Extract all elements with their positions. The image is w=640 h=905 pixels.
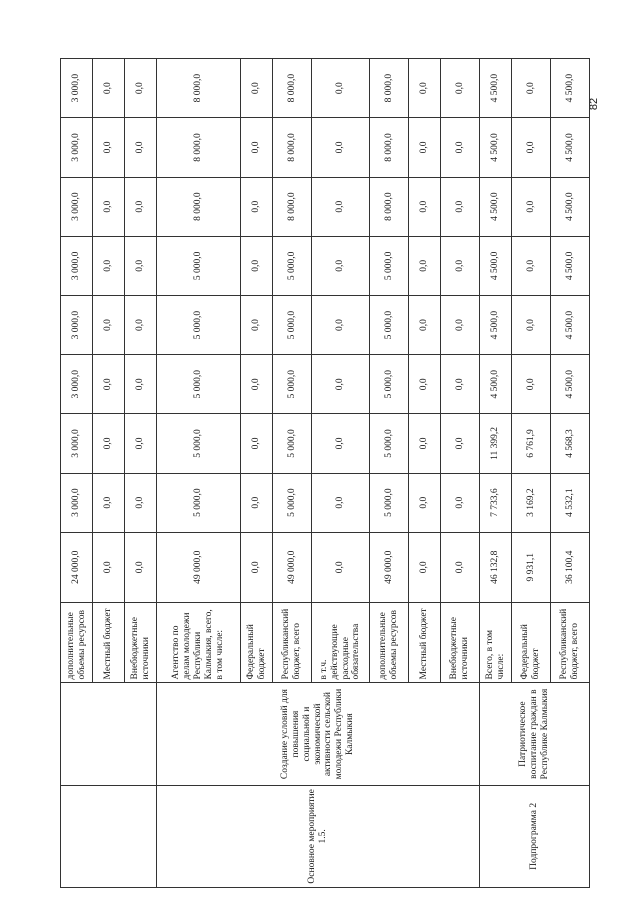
year-value: 8 000,0 — [370, 177, 409, 236]
year-value: 0,0 — [93, 177, 125, 236]
total-value: 0,0 — [125, 532, 157, 602]
year-value: 0,0 — [125, 177, 157, 236]
year-value: 8 000,0 — [370, 59, 409, 118]
year-value: 0,0 — [512, 355, 551, 414]
source-label: дополнительные объемы ресурсов — [61, 602, 93, 683]
table-row — [157, 59, 241, 888]
year-value: 8 000,0 — [157, 59, 241, 118]
year-value: 0,0 — [241, 295, 273, 354]
table-row — [480, 59, 512, 888]
year-value: 0,0 — [312, 414, 370, 473]
year-value: 0,0 — [312, 355, 370, 414]
year-value: 0,0 — [312, 118, 370, 177]
event-description-cell — [61, 683, 157, 785]
year-value: 0,0 — [125, 473, 157, 532]
total-value: 0,0 — [409, 532, 441, 602]
source-label: Местный бюджет — [409, 602, 441, 683]
source-label: Внебюджетные источники — [441, 602, 480, 683]
year-value: 8 000,0 — [370, 118, 409, 177]
year-value: 0,0 — [241, 355, 273, 414]
year-value: 3 000,0 — [61, 414, 93, 473]
year-value: 0,0 — [409, 414, 441, 473]
year-value: 8 000,0 — [273, 118, 312, 177]
year-value: 5 000,0 — [157, 236, 241, 295]
year-value: 4 500,0 — [551, 118, 590, 177]
total-value: 0,0 — [312, 532, 370, 602]
year-value: 0,0 — [441, 59, 480, 118]
total-value: 49 000,0 — [370, 532, 409, 602]
year-value: 0,0 — [441, 177, 480, 236]
source-label: Всего, в том числе: — [480, 602, 512, 683]
year-value: 4 500,0 — [551, 177, 590, 236]
year-value: 5 000,0 — [370, 295, 409, 354]
total-value: 0,0 — [241, 532, 273, 602]
total-value: 9 931,1 — [512, 532, 551, 602]
year-value: 5 000,0 — [273, 414, 312, 473]
year-value: 4 500,0 — [551, 295, 590, 354]
year-value: 0,0 — [125, 59, 157, 118]
year-value: 0,0 — [512, 177, 551, 236]
year-value: 0,0 — [512, 59, 551, 118]
year-value: 0,0 — [512, 295, 551, 354]
source-label: дополнительные объемы ресурсов — [370, 602, 409, 683]
year-value: 4 500,0 — [480, 177, 512, 236]
year-value: 4 500,0 — [480, 236, 512, 295]
year-value: 4 532,1 — [551, 473, 590, 532]
page-number: 82 — [588, 97, 601, 111]
event-cell: Основное мероприятие 1.5. — [157, 785, 480, 887]
year-value: 0,0 — [125, 118, 157, 177]
year-value: 0,0 — [125, 355, 157, 414]
event-description-cell: Создание условий для повышения социальной и экономической активности сельской молодежи Республики Калмыкия — [157, 683, 480, 785]
year-value: 3 000,0 — [61, 177, 93, 236]
year-value: 0,0 — [241, 414, 273, 473]
year-value: 11 399,2 — [480, 414, 512, 473]
year-value: 0,0 — [93, 59, 125, 118]
year-value: 0,0 — [312, 295, 370, 354]
year-value: 5 000,0 — [273, 295, 312, 354]
year-value: 0,0 — [241, 473, 273, 532]
total-value: 0,0 — [441, 532, 480, 602]
year-value: 6 761,9 — [512, 414, 551, 473]
year-value: 0,0 — [409, 177, 441, 236]
year-value: 0,0 — [512, 236, 551, 295]
subprogram-description-cell: Патриотическое воспитание граждан в Республике Калмыкия — [480, 683, 590, 785]
year-value: 0,0 — [441, 473, 480, 532]
year-value: 0,0 — [93, 473, 125, 532]
year-value: 5 000,0 — [273, 355, 312, 414]
year-value: 4 500,0 — [551, 355, 590, 414]
year-value: 0,0 — [241, 59, 273, 118]
source-label: Республиканский бюджет, всего — [273, 602, 312, 683]
year-value: 4 500,0 — [480, 295, 512, 354]
year-value: 3 000,0 — [61, 236, 93, 295]
year-value: 0,0 — [312, 473, 370, 532]
year-value: 0,0 — [125, 414, 157, 473]
year-value: 4 500,0 — [551, 236, 590, 295]
year-value: 0,0 — [93, 414, 125, 473]
year-value: 0,0 — [441, 355, 480, 414]
year-value: 5 000,0 — [370, 414, 409, 473]
year-value: 5 000,0 — [370, 355, 409, 414]
year-value: 0,0 — [409, 59, 441, 118]
event-cell — [61, 785, 157, 887]
funding-table — [60, 58, 590, 888]
source-label: Республиканский бюджет, всего — [551, 602, 590, 683]
year-value: 0,0 — [441, 295, 480, 354]
year-value: 0,0 — [312, 59, 370, 118]
year-value: 8 000,0 — [157, 118, 241, 177]
year-value: 0,0 — [409, 473, 441, 532]
year-value: 0,0 — [409, 118, 441, 177]
total-value: 49 000,0 — [157, 532, 241, 602]
year-value: 8 000,0 — [157, 177, 241, 236]
source-label: Агентство по делам молодежи Республики Калмыкия, всего, в том числе: — [157, 602, 241, 683]
source-label: в т.ч. действующие расходные обязательства — [312, 602, 370, 683]
year-value: 3 000,0 — [61, 473, 93, 532]
year-value: 5 000,0 — [157, 414, 241, 473]
year-value: 3 000,0 — [61, 295, 93, 354]
year-value: 0,0 — [241, 118, 273, 177]
year-value: 0,0 — [125, 295, 157, 354]
year-value: 4 500,0 — [480, 59, 512, 118]
year-value: 0,0 — [441, 236, 480, 295]
year-value: 0,0 — [441, 414, 480, 473]
year-value: 0,0 — [93, 236, 125, 295]
total-value: 24 000,0 — [61, 532, 93, 602]
year-value: 0,0 — [441, 118, 480, 177]
year-value: 0,0 — [312, 236, 370, 295]
year-value: 4 568,3 — [551, 414, 590, 473]
year-value: 0,0 — [93, 295, 125, 354]
year-value: 3 000,0 — [61, 355, 93, 414]
year-value: 4 500,0 — [480, 355, 512, 414]
source-label: Местный бюджет — [93, 602, 125, 683]
year-value: 0,0 — [93, 118, 125, 177]
year-value: 8 000,0 — [273, 59, 312, 118]
year-value: 5 000,0 — [370, 236, 409, 295]
year-value: 0,0 — [409, 295, 441, 354]
year-value: 0,0 — [241, 177, 273, 236]
source-label: Внебюджетные источники — [125, 602, 157, 683]
year-value: 0,0 — [409, 236, 441, 295]
total-value: 0,0 — [93, 532, 125, 602]
rotated-table-wrapper — [60, 58, 590, 888]
year-value: 5 000,0 — [157, 295, 241, 354]
year-value: 0,0 — [125, 236, 157, 295]
year-value: 5 000,0 — [273, 473, 312, 532]
year-value: 8 000,0 — [273, 177, 312, 236]
year-value: 4 500,0 — [480, 118, 512, 177]
year-value: 0,0 — [512, 118, 551, 177]
year-value: 3 000,0 — [61, 118, 93, 177]
year-value: 3 169,2 — [512, 473, 551, 532]
source-label: Федеральный бюджет — [241, 602, 273, 683]
total-value: 36 100,4 — [551, 532, 590, 602]
year-value: 0,0 — [312, 177, 370, 236]
year-value: 7 733,6 — [480, 473, 512, 532]
year-value: 5 000,0 — [370, 473, 409, 532]
year-value: 3 000,0 — [61, 59, 93, 118]
year-value: 0,0 — [241, 236, 273, 295]
year-value: 5 000,0 — [157, 355, 241, 414]
year-value: 5 000,0 — [273, 236, 312, 295]
year-value: 4 500,0 — [551, 59, 590, 118]
year-value: 0,0 — [409, 355, 441, 414]
table-row — [61, 59, 93, 888]
source-label: Федеральный бюджет — [512, 602, 551, 683]
subprogram-cell: Подпрограмма 2 — [480, 785, 590, 887]
year-value: 5 000,0 — [157, 473, 241, 532]
year-value: 0,0 — [93, 355, 125, 414]
total-value: 46 132,8 — [480, 532, 512, 602]
total-value: 49 000,0 — [273, 532, 312, 602]
